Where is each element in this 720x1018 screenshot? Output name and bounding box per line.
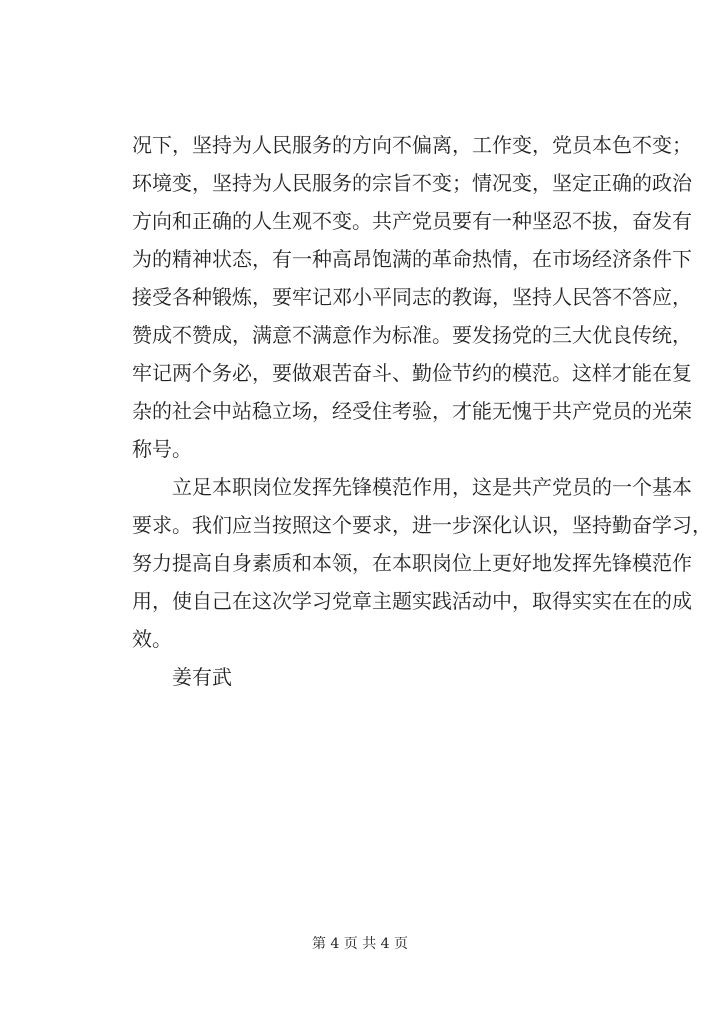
paragraph-1-line-3: 方向和正确的人生观不变。共产党员要有一种坚忍不拔，奋发有 — [132, 209, 692, 233]
paragraph-1-line-1: 况下，坚持为人民服务的方向不偏离，工作变，党员本色不变； — [132, 133, 692, 157]
paragraph-2-line-5: 效。 — [132, 627, 172, 651]
document-body — [132, 126, 712, 696]
page-footer: 第 4 页 共 4 页 — [311, 936, 409, 952]
paragraph-2-line-1: 立足本职岗位发挥先锋模范作用，这是共产党员的一个基本 — [172, 475, 692, 499]
paragraph-1-line-2: 环境变，坚持为人民服务的宗旨不变；情况变，坚定正确的政治 — [132, 171, 692, 195]
paragraph-1-line-6: 赞成不赞成，满意不满意作为标准。要发扬党的三大优良传统， — [132, 323, 692, 347]
paragraph-1-line-7: 牢记两个务必，要做艰苦奋斗、勤俭节约的模范。这样才能在复 — [132, 361, 692, 385]
paragraph-1-line-8: 杂的社会中站稳立场，经受住考验，才能无愧于共产党员的光荣 — [132, 399, 692, 423]
paragraph-1-line-9: 称号。 — [132, 437, 192, 461]
paragraph-2-line-2: 要求。我们应当按照这个要求，进一步深化认识，坚持勤奋学习， — [132, 513, 712, 537]
signature: 姜有武 — [172, 665, 232, 689]
paragraph-2-line-4: 用，使自己在这次学习党章主题实践活动中，取得实实在在的成 — [132, 589, 692, 613]
paragraph-1-line-4: 为的精神状态，有一种高昂饱满的革命热情，在市场经济条件下 — [132, 247, 692, 271]
paragraph-2-line-3: 努力提高自身素质和本领，在本职岗位上更好地发挥先锋模范作 — [132, 551, 692, 575]
paragraph-1-line-5: 接受各种锻炼，要牢记邓小平同志的教诲，坚持人民答不答应， — [132, 285, 692, 309]
